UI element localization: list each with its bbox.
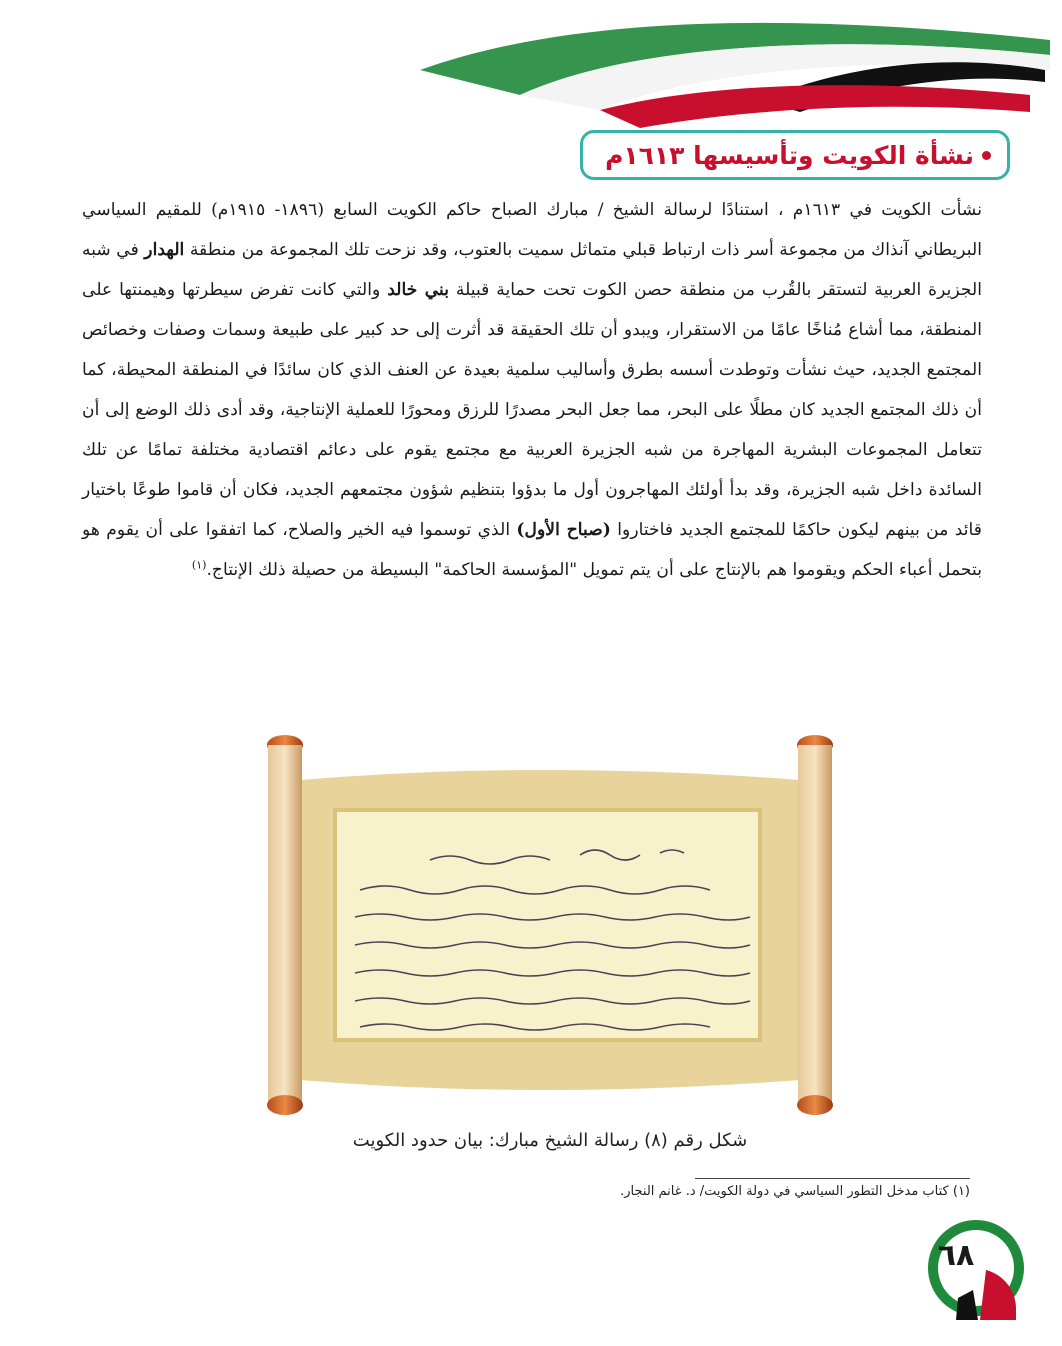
footnote-text: (١) كتاب مدخل التطور السياسي في دولة الكويت/ د. غانم النجار. — [620, 1184, 970, 1199]
text-run-1: نشأت الكويت في ١٦١٣م ، استنادًا لرسالة الشيخ / مبارك الصباح حاكم الكويت السابع (١٨٩٦- ١٩١٥م) للمقيم السياسي البريطاني آنذاك من مجموعة أسر ذات ارتباط قبلي متماثل سميت بالعتوب، وقد نزحت تلك المجموعة من منطقة — [82, 200, 982, 260]
section-heading-text: نشأة الكويت وتأسيسها ١٦١٣م — [605, 140, 974, 170]
kuwait-flag-swoosh — [0, 0, 1062, 150]
text-run-2: في شبه الجزيرة العربية لتستقر بالقُرب من منطقة حصن الكوت تحت حماية قبيلة — [82, 240, 982, 300]
text-run-3: والتي كانت تفرض سيطرتها وهيمنتها على المنطقة، مما أشاع مُناخًا عامًا من الاستقرار، ويبدو أن تلك الحقيقة قد أثرت إلى حد كبير على طبيعة وسمات وصفات وخصائص المجتمع الجديد، حيث نشأت وتوطدت أسسه بطرق وأساليب سلمية بعيدة عن العنف الذي كان سائدًا في المنطقة المحيطة، كما أن ذلك المجتمع الجديد كان مطلًا على البحر، مما جعل البحر مصدرًا للرزق ومحورًا للعملية الإنتاجية، وقد أدى ذلك الوضع إلى أن تتعامل المجموعات البشرية المهاجرة من شبه الجزيرة العربية مع مجتمع يقوم على دعائم اقتصادية مختلفة تمامًا عن تلك السائدة داخل شبه الجزيرة، وقد بدأ أولئك المهاجرون أول ما بدؤوا بتنظيم شؤون مجتمعهم الجديد، فكان أن قاموا طوعًا باختيار قائد من بينهم ليكون حاكمًا للمجتمع الجديد فاختاروا — [82, 280, 982, 540]
letter-paper — [335, 810, 760, 1040]
scroll-figure — [240, 725, 860, 1165]
bold-term-bani-khalid: بني خالد — [387, 280, 450, 300]
heading-bullet-icon — [982, 151, 991, 160]
page-number: ٦٨ — [937, 1238, 975, 1273]
figure-caption: شكل رقم (٨) رسالة الشيخ مبارك: بيان حدود الكويت — [352, 1130, 748, 1151]
right-scroll-rod — [797, 735, 833, 1115]
footnote-divider — [695, 1178, 970, 1179]
parchment-scroll-image — [240, 725, 860, 1125]
text-run-4: الذي توسموا فيه الخير والصلاح، كما اتفقوا على أن يقوم هو بتحمل أعباء الحكم ويقوموا هم بالإنتاج على أن يتم تمويل "المؤسسة الحاكمة" البسيطة من حصيلة ذلك الإنتاج. — [82, 520, 982, 580]
flag-red-band — [600, 85, 1030, 128]
paragraph-text — [82, 190, 982, 590]
bold-term-sabah-al-awal: (صباح الأول) — [516, 520, 611, 540]
footnote-reference: (١) — [191, 558, 207, 572]
left-scroll-rod — [267, 735, 303, 1115]
bold-term-alhadar: الهدار — [144, 240, 185, 260]
section-heading — [580, 130, 1010, 180]
body-paragraph — [82, 190, 982, 590]
